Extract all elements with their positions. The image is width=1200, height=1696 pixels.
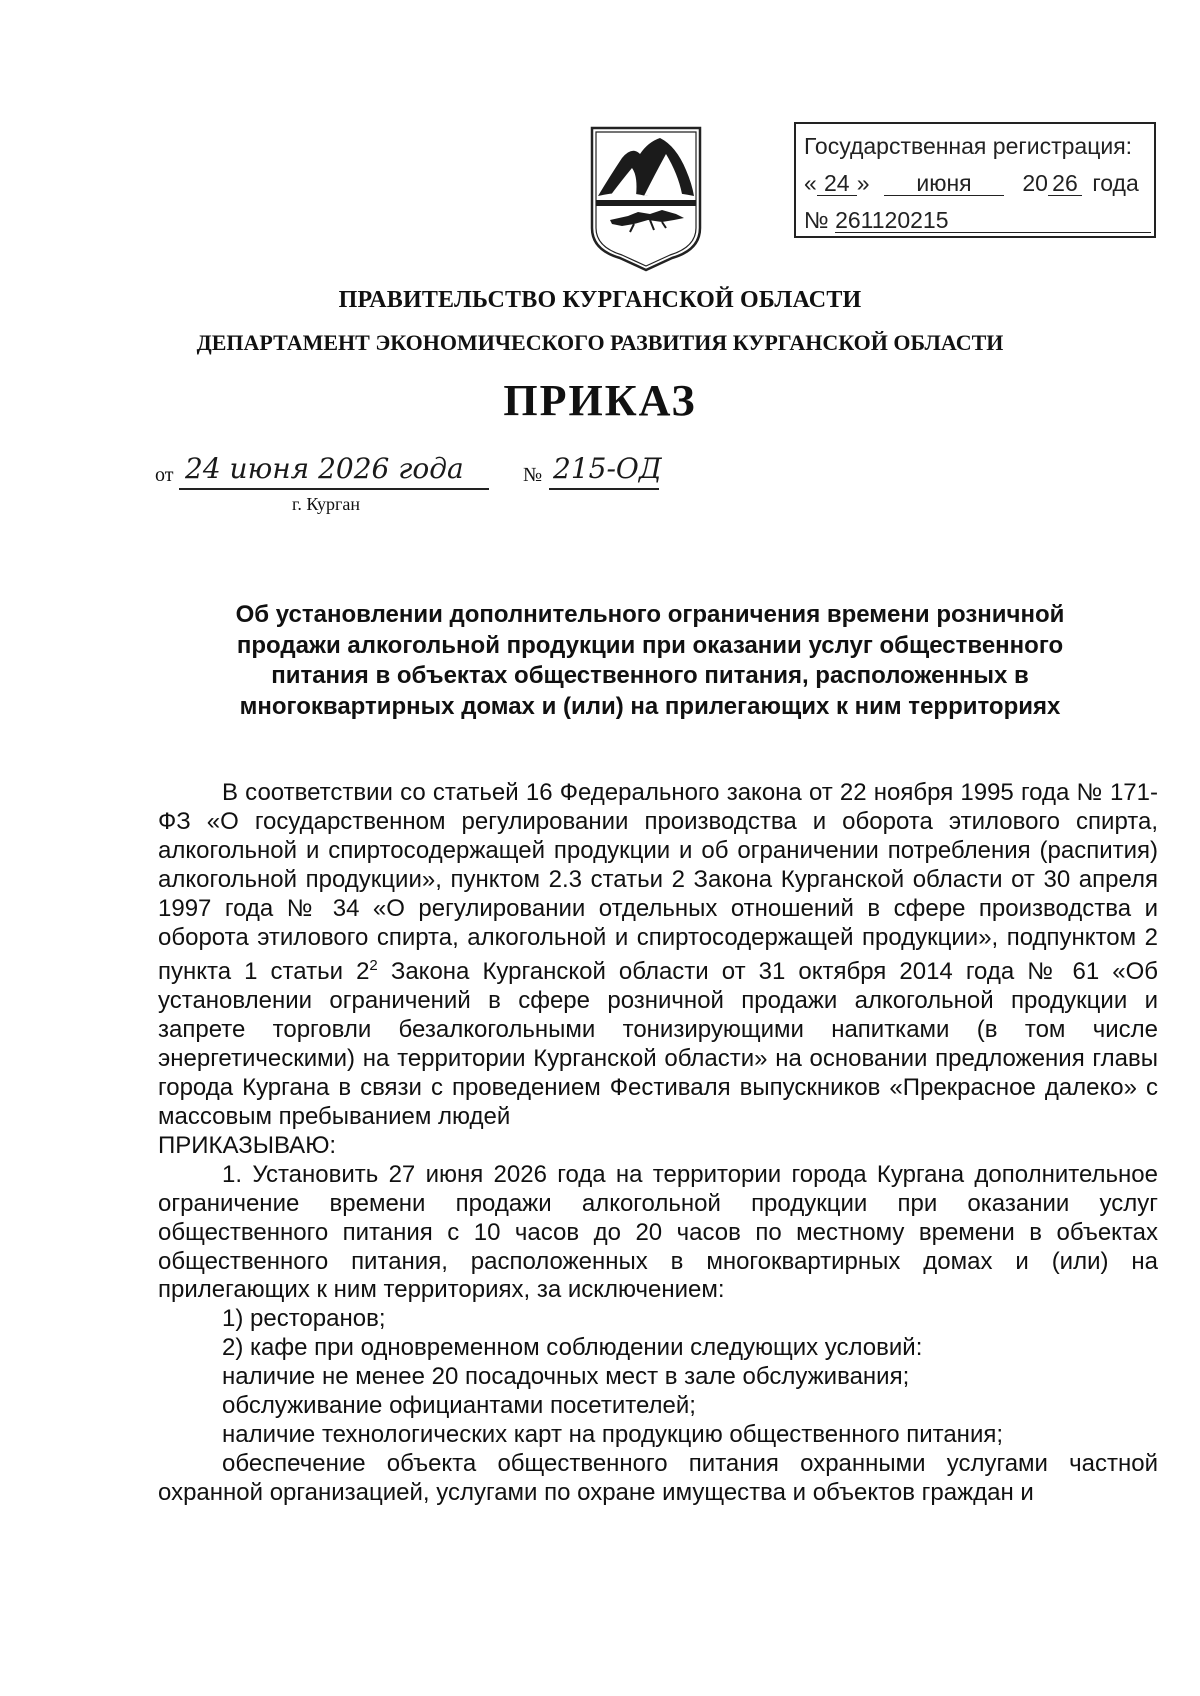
- order-title: [200, 600, 1100, 722]
- state-registration-box: [794, 122, 1156, 238]
- preamble-text-a: В соответствии со статьей 16 Федерального закона от 22 ноября 1995 года № 171-ФЗ «О государственном регулировании производства и оборота этилового спирта, алкогольной и спиртосодержащей продукции и об ограничении потребления (распития) алкогольной продукции», пунктом 2.3 статьи 2 Закона Курганской области от 30 апреля 1997 года № 34 «О регулировании отдельных отношений в сфере производства и оборота этилового спирта, алкогольной и спиртосодержащей продукции», подпунктом 2 пункта 1 статьи 2: [158, 779, 1158, 986]
- place-of-issue: г. Курган: [292, 494, 361, 514]
- registration-year-suffix: 26: [1048, 171, 1082, 196]
- date-label: от: [155, 464, 174, 486]
- title-line: питания в объектах общественного питания, расположенных в: [271, 662, 1029, 689]
- coat-of-arms-emblem: [588, 124, 704, 272]
- number-label: №: [523, 464, 543, 486]
- registration-title: Государственная регистрация:: [804, 133, 1133, 159]
- registration-number-label: №: [804, 207, 829, 233]
- government-name: ПРАВИТЕЛЬСТВО КУРГАНСКОЙ ОБЛАСТИ: [338, 287, 862, 313]
- handwritten-number: 215-ОД: [553, 452, 662, 485]
- article-superscript: 2: [369, 957, 378, 975]
- registration-month: июня: [884, 171, 1004, 196]
- command-word: ПРИКАЗЫВАЮ:: [158, 1131, 337, 1159]
- title-line: Об установлении дополнительного ограничения времени розничной: [235, 601, 1065, 628]
- condition-seats: наличие не менее 20 посадочных мест в зале обслуживания;: [222, 1363, 910, 1391]
- order-date-line: [155, 452, 675, 492]
- item-1-paragraph: 1. Установить 27 июня 2026 года на территории города Кургана дополнительное ограничение времени продажи алкогольной продукции при оказании услуг общественного питания с 10 часов до 20 часов по местному времени в объектах общественного питания, расположенных в многоквартирных домах и (или) на прилегающих к ним территориях, за исключением:: [158, 1160, 1158, 1304]
- order-body: [158, 779, 1158, 1508]
- close-quote: »: [856, 170, 870, 196]
- condition-tech-cards: наличие технологических карт на продукцию общественного питания;: [222, 1420, 1004, 1448]
- title-line: многоквартирных домах и (или) на прилегающих к ним территориях: [239, 692, 1061, 720]
- handwritten-date: 24 июня 2026 года: [185, 452, 464, 485]
- preamble-paragraph: [158, 779, 1158, 1132]
- subitem-cafes: 2) кафе при одновременном соблюдении следующих условий:: [222, 1334, 923, 1362]
- registration-number-row: [804, 202, 1154, 239]
- subitem-restaurants: 1) ресторанов;: [222, 1305, 386, 1333]
- open-quote: «: [804, 170, 817, 196]
- condition-waiters: обслуживание официантами посетителей;: [222, 1392, 696, 1420]
- condition-security: обеспечение объекта общественного питания охранными услугами частной охранной организацией, услугами по охране имущества и объектов граждан и: [158, 1449, 1158, 1506]
- registration-day: 24: [817, 171, 857, 196]
- preamble-text-b: Закона Курганской области от 31 октября 2014 года № 61 «Об установлении ограничений в сфере розничной продажи алкогольной продукции и запрете торговли безалкогольными тонизирующими напитками (в том числе энергетическими) на территории Курганской области» на основании предложения главы города Кургана в связи с проведением Фестиваля выпускников «Прекрасное далеко» с массовым пребыванием людей: [158, 958, 1159, 1130]
- registration-date: [804, 165, 1154, 202]
- registration-year-prefix: 20: [1022, 170, 1048, 196]
- registration-year-word: года: [1092, 170, 1139, 196]
- department-name: ДЕПАРТАМЕНТ ЭКОНОМИЧЕСКОГО РАЗВИТИЯ КУРГАНСКОЙ ОБЛАСТИ: [196, 330, 1004, 355]
- title-line: продажи алкогольной продукции при оказании услуг общественного: [236, 631, 1064, 659]
- document-type: ПРИКАЗ: [503, 376, 697, 425]
- registration-number: 261120215: [835, 208, 1151, 233]
